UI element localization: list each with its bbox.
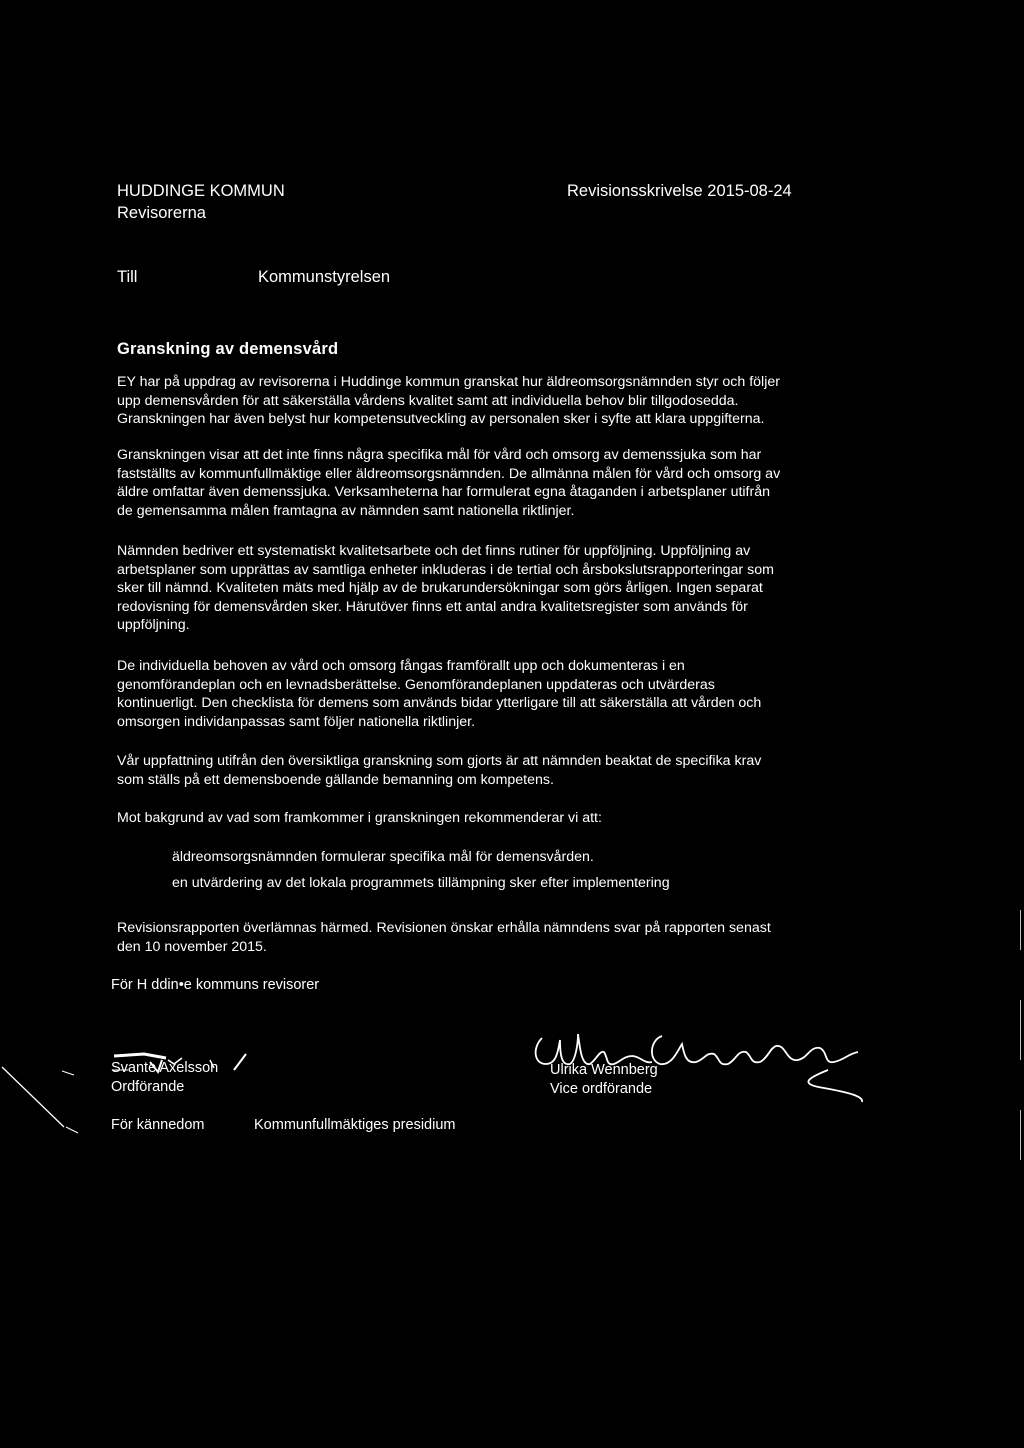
text-line: sker till nämnd. Kvaliteten mäts med hjälp av de brukarundersökningar som görs årligen. Ingen separat [117,580,763,597]
text-line: Revisionsrapporten överlämnas härmed. Revisionen önskar erhålla nämndens svar på rapporten senast [117,920,771,936]
recommendation-item: en utvärdering av det lokala programmets tillämpning sker efter implementering [172,875,670,891]
text-line: redovisning för demensvården sker. Härutöver finns ett antal andra kvalitetsregister som används för [117,598,748,615]
text-line: kontinuerligt. Den checklista för demens som används bidar ytterligare till att säkerställa att vården och [117,695,762,712]
text-line: omsorgen individanpassas samt följer nationella riktlinjer. [117,713,476,730]
text-line: De individuella behoven av vård och omsorg fångas framförallt upp och dokumenteras i en [117,658,685,674]
signatory-role: Vice ordförande [550,1081,653,1097]
text-line: arbetsplaner som upprättas av samtliga enheter inkluderas i de tertial och årsbokslutsrapporteringar som [117,561,774,578]
text-line: Granskningen har även belyst hur kompetensutveckling av personalen sker i syfte att klara uppgifterna. [117,411,765,428]
paragraph-closing [117,919,907,956]
distribution-label: För kännedom [111,1117,205,1133]
scan-edge-mark [1020,1110,1021,1160]
recommendation-item: äldreomsorgsnämnden formulerar specifika mål för demensvården. [172,849,594,865]
text-line: Granskningen visar att det inte finns några specifika mål för vård och omsorg av demenssjuka som har [117,447,762,463]
text-line: Vår uppfattning utifrån den översiktliga granskning som gjorts är att nämnden beaktat de specifika krav [117,753,762,769]
text-line: Nämnden bedriver ett systematiskt kvalitetsarbete och det finns rutiner för uppföljning. Uppföljning av [117,543,751,559]
signoff-line: För H ddin•e kommuns revisorer [111,977,320,993]
signatory-name: Ulrika Wennberg [550,1062,658,1078]
text-line: upp demensvården för att säkerställa vårdens kvalitet samt att individuella behov blir tillgodosedda. [117,392,739,409]
recipient-label: Till [117,268,138,286]
scan-edge-mark [1020,910,1021,950]
recipient-name: Kommunstyrelsen [258,268,391,286]
scan-artifact-line [0,1065,90,1135]
text-line: som ställs på ett demensboende gällande bemanning om kompetens. [117,771,554,788]
text-line: Mot bakgrund av vad som framkommer i granskningen rekommenderar vi att: [117,810,602,826]
document-reference: Revisionsskrivelse 2015-08-24 [567,182,792,200]
distribution-recipient: Kommunfullmäktiges presidium [254,1117,456,1133]
document-title: Granskning av demensvård [117,340,339,358]
text-line: genomförandeplan och en levnadsberättelse. Genomförandeplanen uppdateras och utvärderas [117,676,715,693]
text-line: äldre omfattar även demenssjuka. Verksamheterna har formulerat egna åtaganden i arbetsplaner utifrån [117,484,771,501]
text-line: fastställts av kommunfullmäktige eller äldreomsorgsnämnden. De allmänna målen för vård och omsorg av [117,465,781,482]
paragraph-assessment [117,752,907,789]
paragraph-quality [117,542,907,635]
paragraph-summary [117,373,907,429]
text-line: den 10 november 2015. [117,938,267,955]
text-line: EY har på uppdrag av revisorerna i Huddinge kommun granskat hur äldreomsorgsnämnden styr och följer [117,374,780,390]
paragraph-recommendation-intro [117,809,907,828]
text-line: de gemensamma målen framtagna av nämnden samt nationella riktlinjer. [117,502,575,519]
paragraph-goals [117,446,907,520]
signatory-role: Ordförande [111,1079,185,1095]
organization-name: HUDDINGE KOMMUN [117,182,285,200]
department-name: Revisorerna [117,204,206,222]
text-line: uppföljning. [117,617,190,634]
signatory-name: Svante Axelsson [111,1060,219,1076]
scan-edge-mark [1020,1000,1021,1060]
paragraph-individual-needs [117,657,907,731]
